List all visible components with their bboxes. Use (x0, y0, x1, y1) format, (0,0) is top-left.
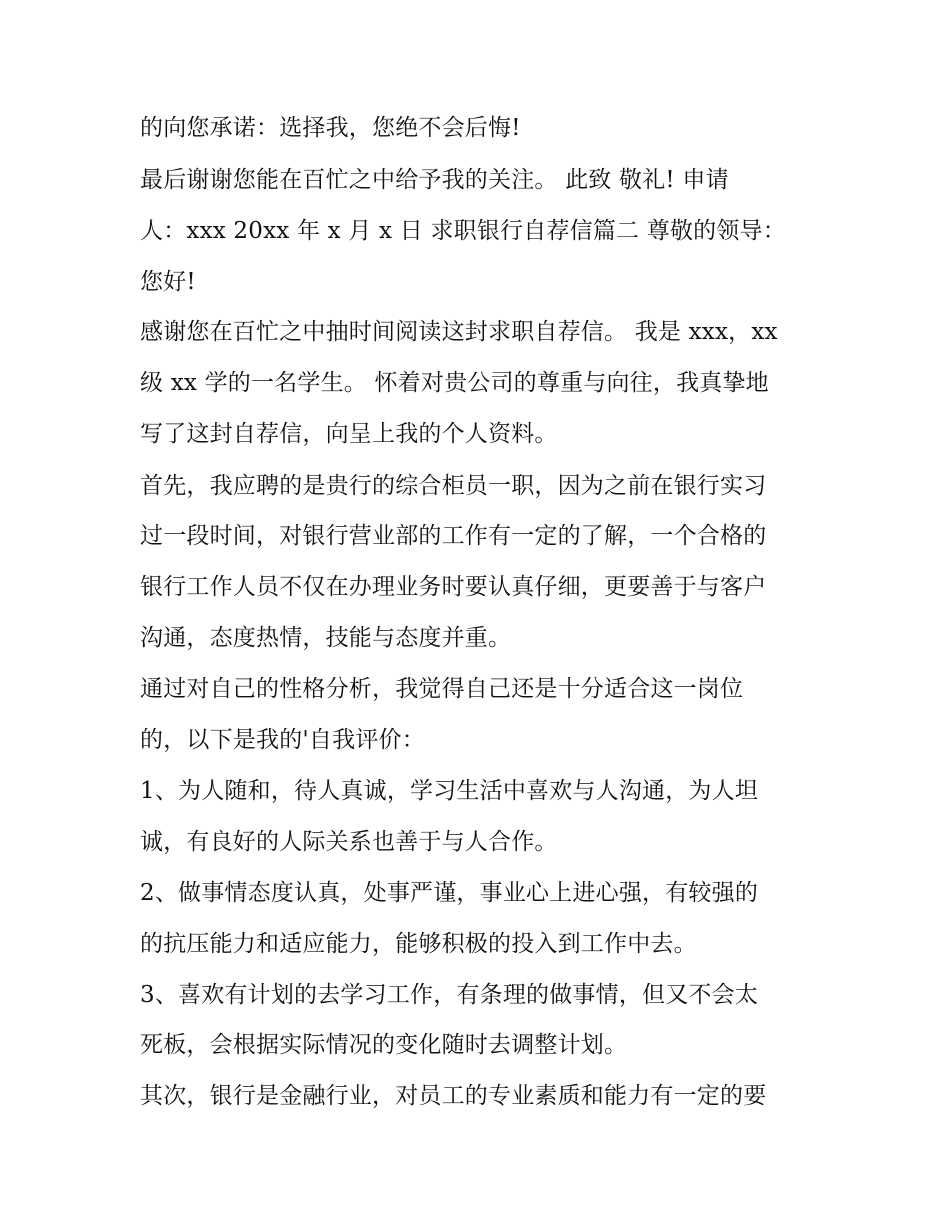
text-line: 2、做事情态度认真，处事严谨，事业心上进心强，有较强的 (140, 880, 759, 906)
text-line: 3、喜欢有计划的去学习工作，有条理的做事情，但又不会太 (140, 982, 759, 1008)
text-line: 您好! (140, 269, 196, 295)
text-line: 死板，会根据实际情况的变化随时去调整计划。 (140, 1032, 628, 1058)
text-line: 银行工作人员不仅在办理业务时要认真仔细，更要善于与客户 (140, 574, 767, 600)
text-line: 过一段时间，对银行营业部的工作有一定的了解，一个合格的 (140, 523, 767, 549)
text-line: 1、为人随和，待人真诚，学习生活中喜欢与人沟通，为人坦 (140, 778, 759, 804)
text-line: 的抗压能力和适应能力，能够积极的投入到工作中去。 (140, 931, 697, 957)
text-line: 的向您承诺：选择我，您绝不会后悔! (140, 115, 521, 141)
text-line: 诚，有良好的人际关系也善于与人合作。 (140, 829, 558, 855)
text-line: 写了这封自荐信，向呈上我的个人资料。 (140, 421, 558, 447)
text-line: 级 xx 学的一名学生。 怀着对贵公司的尊重与向往，我真挚地 (140, 370, 769, 396)
text-line: 首先，我应聘的是贵行的综合柜员一职，因为之前在银行实习 (140, 473, 767, 499)
text-line: 感谢您在百忙之中抽时间阅读这封求职自荐信。 我是 xxx，xx (140, 319, 778, 345)
text-line: 人：xxx 20xx 年 x 月 x 日 求职银行自荐信篇二 尊敬的领导： (140, 218, 786, 244)
text-line: 的，以下是我的'自我评价： (140, 727, 425, 753)
text-line: 其次，银行是金融行业，对员工的专业素质和能力有一定的要 (140, 1083, 767, 1109)
text-line: 通过对自己的性格分析，我觉得自己还是十分适合这一岗位 (140, 676, 744, 702)
text-line: 最后谢谢您能在百忙之中给予我的关注。 此致 敬礼! 申请 (140, 167, 729, 193)
text-line: 沟通，态度热情，技能与态度并重。 (140, 625, 512, 651)
